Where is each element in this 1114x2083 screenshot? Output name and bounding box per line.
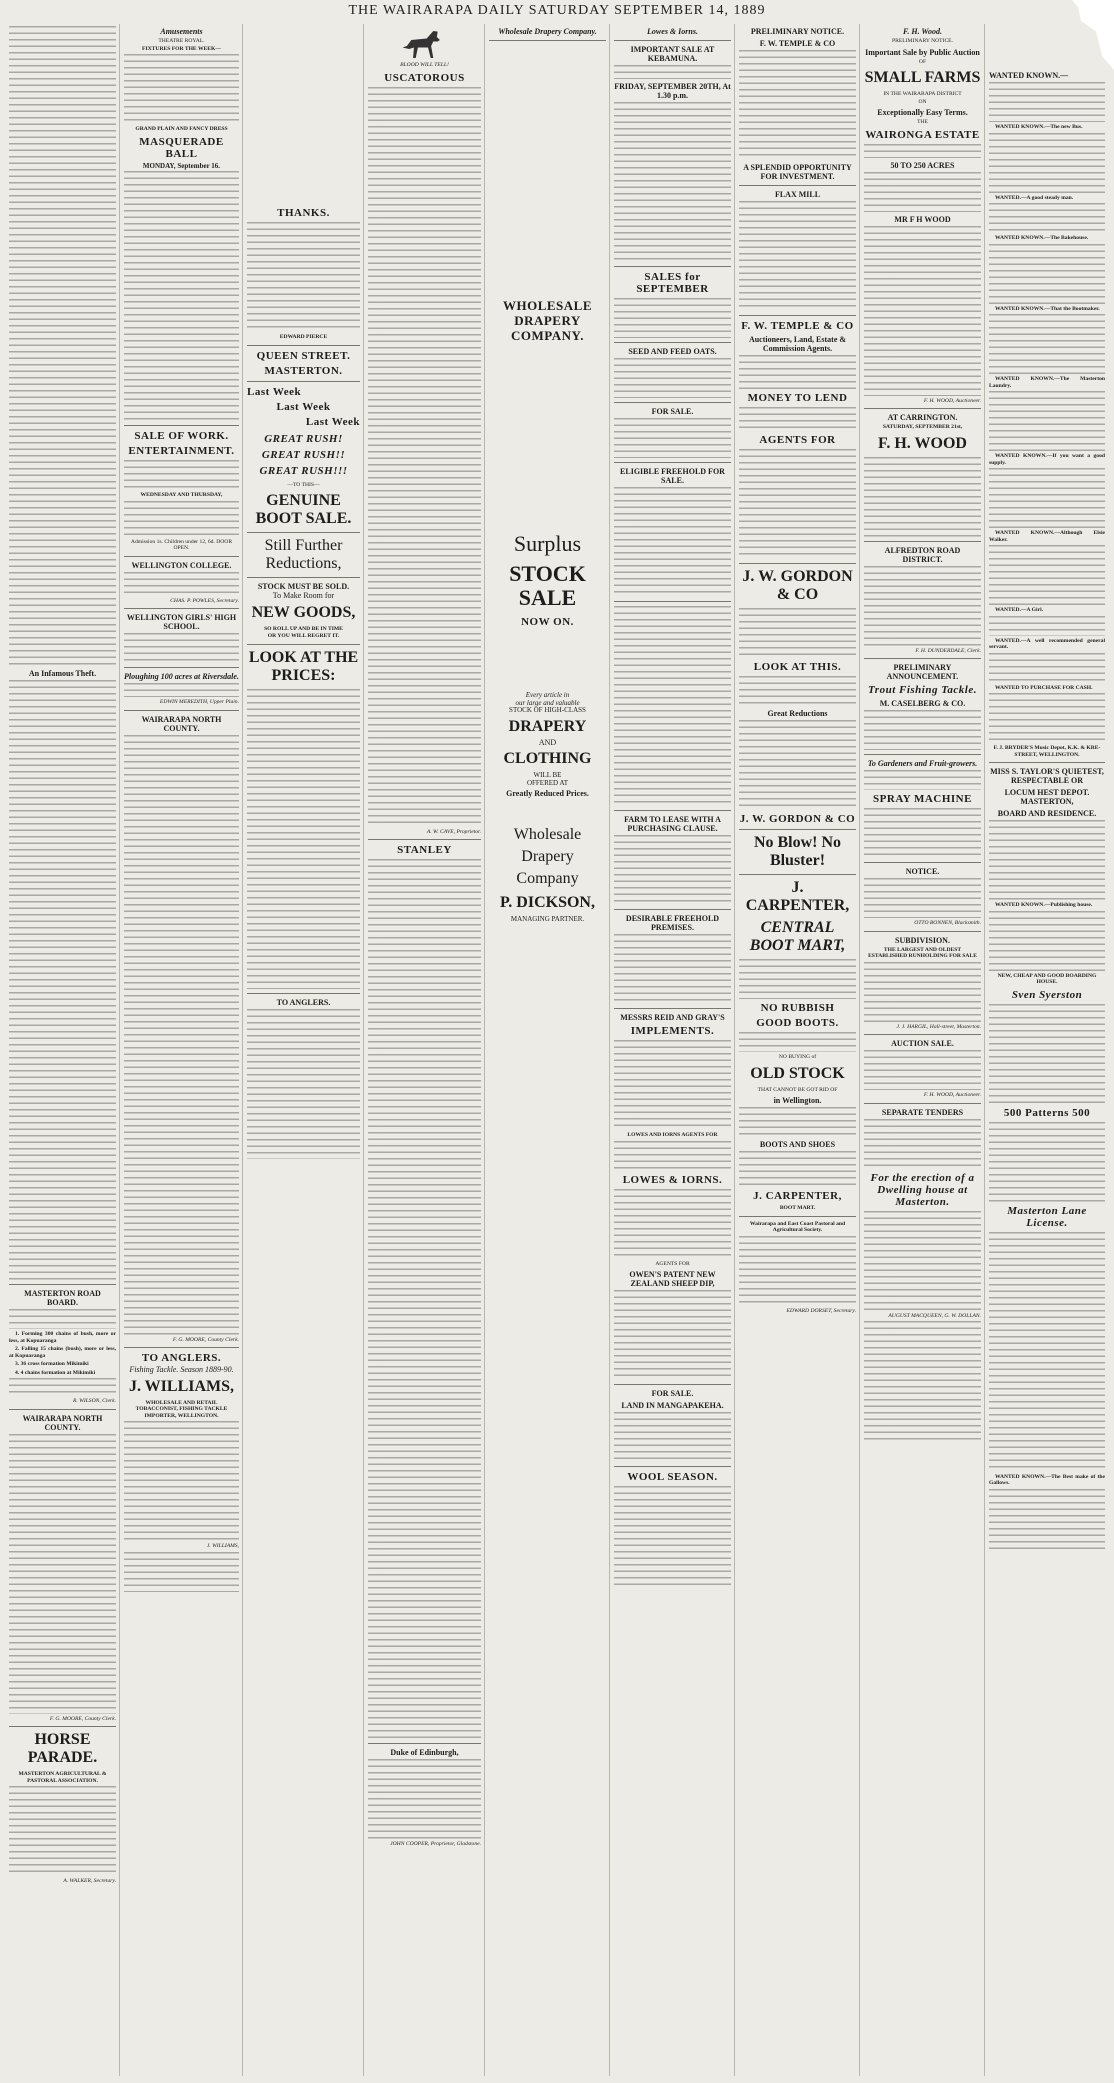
boarding-house: NEW, CHEAP AND GOOD BOARDING HOUSE. — [997, 972, 1097, 985]
gordon-co: J. W. GORDON & CO — [742, 568, 853, 603]
important-sale: IMPORTANT SALE AT KEBAMUNA. — [630, 45, 715, 63]
north-county-signature: F. G. MOORE, County Clerk. — [49, 1715, 116, 1722]
wanted-1: WANTED KNOWN.— — [989, 71, 1069, 80]
column-8 — [861, 24, 985, 2076]
offered-at: OFFERED AT — [526, 778, 569, 787]
wanted-item: WANTED.—A well recommended general servant. — [989, 637, 1105, 650]
sale-of-work: SALE OF WORK. — [134, 430, 229, 442]
masthead: THE WAIRARAPA DAILY SATURDAY SEPTEMBER 14, 1889 — [348, 3, 766, 18]
column-3 — [244, 24, 364, 2076]
pierce-name: EDWARD PIERCE — [279, 334, 328, 340]
grand-ball-line: GRAND PLAIN AND FANCY DRESS — [135, 126, 228, 132]
mr-fh-wood: MR F H WOOD — [894, 214, 951, 224]
on: ON — [918, 98, 927, 105]
wdc-header: Wholesale Drapery Company. — [498, 27, 597, 36]
stallion-tagline: BLOOD WILL TELL! — [400, 62, 449, 68]
wanted-item: WANTED KNOWN.—The Masterton Laundry. — [989, 376, 1105, 389]
look-at-this: LOOK AT THIS. — [753, 661, 842, 673]
admission: Admission 1s. Children under 12, 6d. DOOR OPEN. — [130, 538, 233, 551]
wanted-item: WANTED KNOWN.—That the Bootmaker. — [995, 305, 1100, 312]
sales-september: SALES for SEPTEMBER — [636, 271, 709, 295]
stock-of: STOCK OF HIGH-CLASS — [509, 706, 586, 714]
splendid-opportunity: A SPLENDID OPPORTUNITY FOR INVESTMENT. — [743, 163, 852, 181]
wool-season: WOOL SEASON. — [627, 1471, 718, 1483]
look-at-prices: LOOK AT THE PRICES: — [248, 648, 359, 684]
wood-signature: F. H. WOOD, Auctioneer. — [923, 397, 981, 404]
last-week-3: Last Week — [305, 415, 360, 428]
gardeners: To Gardeners and Fruit-growers. — [867, 759, 978, 768]
money-to-lend: MONEY TO LEND — [747, 392, 848, 404]
separate-tenders: SEPARATE TENDERS — [881, 1107, 964, 1117]
college-signature: CHAS. P. POWLES, Secretary. — [170, 597, 239, 604]
column-2 — [121, 24, 243, 2076]
column-1 — [6, 24, 120, 2076]
last-week-2: Last Week — [276, 400, 331, 413]
saturday-21: SATURDAY, SEPTEMBER 21st, — [882, 424, 963, 430]
of-1: OF — [918, 58, 927, 65]
dickson: P. DICKSON, — [500, 894, 595, 911]
regret: OR YOU WILL REGRET IT. — [267, 633, 340, 639]
cannot-get-rid: THAT CANNOT BE GOT RID OF — [757, 1086, 838, 1093]
sheep-dip: OWEN'S PATENT NEW ZEALAND SHEEP DIP, — [629, 1270, 716, 1288]
spray-machine: SPRAY MACHINE — [873, 793, 972, 805]
fishing-season: Fishing Tackle. Season 1889-90. — [129, 1365, 234, 1374]
thanks-headline: THANKS. — [277, 207, 330, 219]
horse-parade-signature: A. WALKER, Secretary. — [63, 1878, 116, 1884]
for-sale-2: FOR SALE. — [651, 1389, 694, 1398]
wanted-item: WANTED TO PURCHASE FOR CASH. — [995, 684, 1093, 691]
our-large: our large and valuable — [515, 698, 580, 707]
column-4 — [365, 24, 485, 2076]
patterns: 500 Patterns 500 — [1003, 1106, 1091, 1119]
friday-date: FRIDAY, SEPTEMBER 20TH, At 1.30 p.m. — [614, 82, 731, 100]
amusements-headline: Amusements — [160, 27, 203, 36]
agents-for-7: AGENTS FOR — [759, 434, 836, 446]
prelim-notice: PRELIMINARY NOTICE. — [750, 27, 845, 36]
ploughing-tender: Ploughing 100 acres at Riversdale. — [124, 672, 239, 681]
stock-sale: STOCK SALE — [509, 561, 586, 610]
lane-license: Masterton Lane License. — [1007, 1204, 1087, 1229]
tender-item: 2. Falling 15 chains (bush), more or less, at Kopuaranga — [9, 1346, 116, 1359]
no-blow: No Blow! No Bluster! — [753, 834, 842, 869]
flax-mill: FLAX MILL — [774, 190, 821, 199]
road-board-headline: MASTERTON ROAD BOARD. — [24, 1289, 101, 1307]
wanted-item: WANTED.—A good steady man. — [995, 194, 1074, 201]
column-6 — [611, 24, 735, 2076]
wanted-item: WANTED KNOWN.—The new Bus. — [995, 124, 1083, 130]
tender-item: 4. 4 chains formation at Mikimiki — [15, 1369, 96, 1376]
in-the-district: IN THE WAIRARAPA DISTRICT — [883, 91, 962, 97]
horse-parade-subhead: MASTERTON AGRICULTURAL & PASTORAL ASSOCIATION. — [18, 1771, 107, 1784]
to-this: —TO THIS— — [287, 481, 320, 488]
column-7 — [736, 24, 860, 2076]
board-residence: BOARD AND RESIDENCE. — [997, 809, 1097, 818]
williams-signature: J. WILLIAMS, — [206, 1543, 239, 1549]
wellington-college: WELLINGTON COLLEGE. — [131, 560, 232, 570]
easy-terms: Exceptionally Easy Terms. — [877, 108, 968, 117]
small-farms: SMALL FARMS — [864, 69, 981, 86]
farm-lease: FARM TO LEASE WITH A PURCHASING CLAUSE. — [624, 815, 721, 833]
masquerade-ball: MASQUERADE BALL — [139, 135, 224, 160]
land: LAND IN MANGAPAKEHA. — [621, 1401, 724, 1410]
wanted-item: WANTED KNOWN.—Publishing house. — [995, 902, 1093, 908]
no-buying: NO BUYING of — [778, 1054, 817, 1060]
ball-date: MONDAY, September 16. — [142, 161, 221, 170]
locum-depot: LOCUM HEST DEPOT. MASTERTON, — [1004, 788, 1090, 806]
largest-runholding: THE LARGEST AND OLDEST ESTABLISHED RUNHOLDING FOR SALE — [868, 946, 977, 959]
fh-wood-signature-2: F. H. WOOD, Auctioneer. — [923, 1092, 981, 1098]
new-goods: NEW GOODS, — [251, 603, 356, 621]
carpenter: J. CARPENTER, — [745, 879, 850, 914]
column-5 — [486, 24, 610, 2076]
important-public-auction: Important Sale by Public Auction — [865, 47, 980, 57]
eligible-freehold: ELIGIBLE FREEHOLD FOR SALE. — [620, 467, 725, 485]
girls-high-school: WELLINGTON GIRLS' HIGH SCHOOL. — [126, 613, 237, 631]
wanted-item: WANTED KNOWN.—If you want a good supply. — [989, 453, 1105, 466]
stock-must-be-sold: STOCK MUST BE SOLD. — [257, 582, 350, 591]
temple-name: F. W. TEMPLE & CO — [741, 320, 854, 332]
clothing: CLOTHING — [503, 750, 592, 767]
great-reductions: Great Reductions — [767, 709, 828, 718]
duke-headline: Duke of Edinburgh, — [390, 1748, 459, 1757]
and: AND — [538, 737, 557, 747]
agents-for: AGENTS FOR — [655, 1260, 690, 1267]
williams-trade: WHOLESALE AND RETAIL TOBACCONIST, FISHING TACKLE IMPORTER, WELLINGTON. — [135, 1399, 228, 1419]
alfredton: ALFREDTON ROAD DISTRICT. — [884, 545, 961, 564]
masterton-headline: MASTERTON. — [264, 364, 343, 377]
owner-signature: A. W. CAVE, Proprietor. — [426, 828, 481, 835]
wdc-name: Wholesale Drapery Company — [513, 826, 582, 887]
lowes-agents: LOWES AND IORNS AGENTS FOR — [627, 1132, 718, 1138]
notice-8: NOTICE. — [905, 867, 940, 876]
col3-anglers: TO ANGLERS. — [276, 997, 331, 1007]
to-make-room: To Make Room for — [272, 591, 335, 600]
auctioneers: Auctioneers, Land, Estate & Commission Agents. — [748, 335, 847, 353]
seed-oats: SEED AND FEED OATS. — [628, 347, 717, 356]
still-further-reductions: Still Further Reductions, — [264, 537, 343, 572]
desirable-freehold: DESIRABLE FREEHOLD PREMISES. — [625, 914, 720, 932]
syerston: Sven Syerston — [1011, 988, 1083, 1001]
text-block — [9, 26, 116, 666]
drapery: DRAPERY — [508, 717, 587, 735]
entertainment-days: WEDNESDAY AND THURSDAY, — [140, 492, 223, 498]
in-wellington: in Wellington. — [773, 1096, 822, 1105]
subdivision: SUBDIVISION. — [895, 935, 950, 945]
carpenter-2: J. CARPENTER, — [753, 1190, 842, 1202]
entertainment: ENTERTAINMENT. — [128, 445, 235, 457]
stanley-headline: STANLEY — [397, 844, 452, 856]
last-week-1: Last Week — [247, 385, 302, 398]
surplus: Surplus — [513, 531, 582, 556]
queen-street: QUEEN STREET. — [256, 349, 351, 362]
prelim-8: PRELIMINARY NOTICE. — [891, 38, 953, 44]
caselberg: M. CASELBERG & CO. — [879, 699, 966, 708]
now-on: NOW ON. — [521, 616, 574, 628]
alfredton-signature: F. H. DUNDERDALE, Clerk. — [915, 647, 981, 654]
prelim-announcement: PRELIMINARY ANNOUNCEMENT. — [886, 663, 959, 681]
boot-mart: BOOT MART. — [779, 1205, 816, 1211]
lowes-iorns: LOWES & IORNS. — [622, 1173, 723, 1186]
wanted-item: WANTED KNOWN.—The Bakehouse. — [995, 235, 1089, 241]
duke-signature: JOHN COOPER, Proprietor, Gladstone. — [390, 1841, 481, 1847]
the: THE — [917, 119, 928, 125]
roll-up: SO ROLL UP AND BE IN TIME — [264, 625, 343, 632]
every-article: Every article in — [525, 691, 570, 699]
fixtures-headline: FIXTURES FOR THE WEEK— — [142, 45, 221, 52]
taylor: MISS S. TAYLOR'S QUIETEST, RESPECTABLE OR — [990, 767, 1104, 785]
wanted-item: WANTED KNOWN.—Although Elsie Walker. — [989, 530, 1105, 543]
at-carrington: AT CARRINGTON. — [887, 413, 958, 422]
wdc-banner: WHOLESALE DRAPERY COMPANY. — [502, 298, 593, 343]
gordon-co-2: J. W. GORDON & CO — [739, 813, 856, 825]
for-sale-1: FOR SALE. — [651, 407, 694, 416]
waironga-estate: WAIRONGA ESTATE — [865, 128, 980, 141]
road-board-signature: R. WILSON, Clerk. — [72, 1398, 116, 1404]
implements: IMPLEMENTS. — [630, 1025, 715, 1037]
central-boot-mart: CENTRAL BOOT MART, — [749, 919, 846, 954]
tenders-signature: AUGUST MACQUEEN, G. W. DOLLAN. — [888, 1312, 981, 1319]
pastoral-society: Wairarapa and East Coast Pastoral and Agricultural Society. — [749, 1220, 846, 1233]
text-block — [9, 680, 116, 1280]
messrs-reid: MESSRS REID AND GRAY'S — [620, 1013, 725, 1022]
wanted-final: WANTED KNOWN.—The Best make of the Gallows. — [989, 1473, 1105, 1486]
column-9 — [986, 24, 1108, 2076]
trout-tackle: Trout Fishing Tackle. — [867, 684, 977, 696]
hargil-signature: J. J. HARGIL, Hall-street, Masterton. — [896, 1023, 981, 1030]
no-rubbish: NO RUBBISH — [760, 1002, 835, 1014]
north-county-signature-2: F. G. MOORE, County Clerk. — [172, 1336, 239, 1343]
temple-co: F. W. TEMPLE & CO — [759, 39, 836, 48]
music-depot: F. J. BRYDER'S Music Depot, K.K. & KRE-STREET, WELLINGTON. — [993, 745, 1101, 758]
old-stock: OLD STOCK — [750, 1064, 845, 1082]
north-county-headline: WAIRARAPA NORTH COUNTY. — [22, 1413, 103, 1432]
fh-wood-header: F. H. Wood. — [903, 27, 942, 36]
tender-item: 1. Forming 300 chains of bush, more or less, at Kopuaranga — [9, 1331, 116, 1344]
managing-partner: MANAGING PARTNER. — [510, 915, 585, 923]
ploughing-signature: EDWIN MEREDITH, Upper Plain. — [159, 699, 239, 705]
story-headline: An Infamous Theft. — [28, 669, 97, 678]
boots-shoes: BOOTS AND SHOES — [759, 1140, 836, 1149]
theatre-royal: THEATRE ROYAL. — [158, 38, 205, 44]
will-be: WILL BE — [533, 771, 562, 779]
williams-name: J. WILLIAMS, — [128, 1377, 235, 1395]
north-county-headline-2: WAIRARAPA NORTH COUNTY. — [141, 714, 222, 733]
great-rush: GREAT RUSH! GREAT RUSH!! GREAT RUSH!!! — [259, 432, 348, 477]
stallion-name: USCATOROUS — [384, 71, 465, 84]
acres: 50 TO 250 ACRES — [890, 160, 955, 170]
lowes-header: Lowes & Iorns. — [647, 27, 698, 36]
anglers-headline: TO ANGLERS. — [141, 1352, 222, 1364]
fh-wood-big: F. H. WOOD — [878, 434, 967, 452]
horse-parade-headline: HORSE PARADE. — [27, 1731, 98, 1766]
dwelling-erection: For the erection of a Dwelling house at Masterton. — [870, 1171, 975, 1208]
otto-signature: OTTO BONNEN, Blacksmith. — [914, 920, 981, 926]
dorset-signature: EDWARD DORSET, Secretary. — [786, 1307, 856, 1314]
genuine-boot-sale: GENUINE BOOT SALE. — [255, 492, 352, 527]
reduced-prices: Greatly Reduced Prices. — [506, 789, 589, 798]
auction-sale: AUCTION SALE. — [891, 1039, 954, 1048]
horse-illustration — [403, 28, 447, 58]
good-boots: GOOD BOOTS. — [756, 1017, 839, 1029]
wanted-item: WANTED.—A Girl. — [995, 607, 1044, 613]
tender-item: 3. 36 cross formation Mikimiki — [15, 1361, 89, 1367]
